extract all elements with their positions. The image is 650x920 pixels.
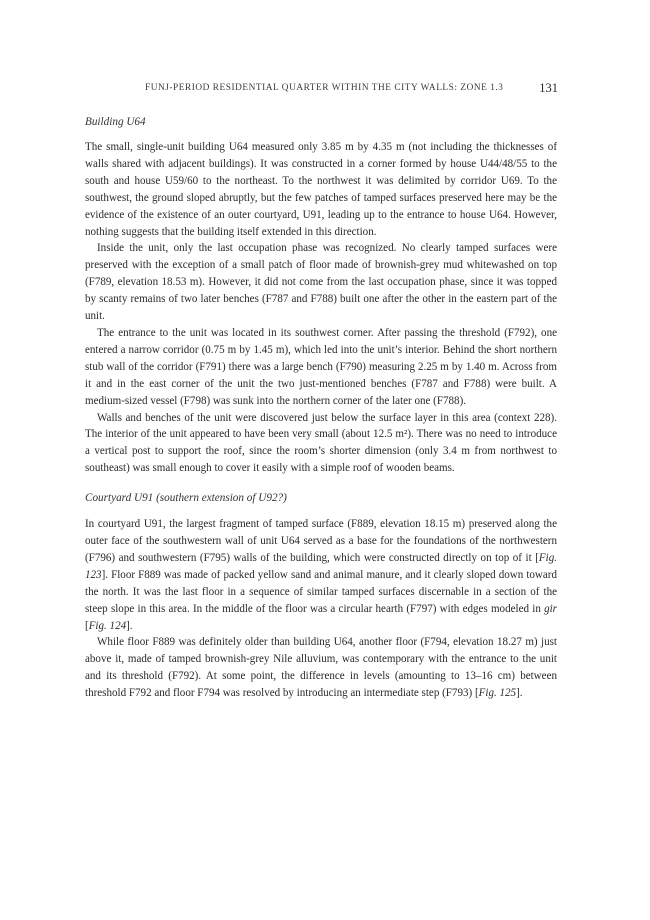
italic-term: gir bbox=[544, 602, 557, 615]
figure-reference[interactable]: Fig. 123 bbox=[85, 551, 557, 581]
paragraph-text: ]. bbox=[516, 687, 523, 700]
paragraph: The small, single-unit building U64 measured only 3.85 m by 4.35 m (not including the thicknesses of walls shared with adjacent buildings). It was constructed in a corner formed by house U44/48/55 to the south and house U59/60 to the northeast. To the northwest it was delimited by corridor U69. To the southwest, the ground sloped abruptly, but the few patches of tamped surfaces preserved here may be the evidence of the existence of an outer courtyard, U91, leading up to the entrance to house U64. However, nothing suggests that the building itself extended in this direction. bbox=[85, 141, 557, 238]
paragraph: The entrance to the unit was located in its southwest corner. After passing the threshold (F792), one entered a narrow corridor (0.75 m by 1.45 m), which led into the unit’s interior. Behind the short northern stub wall of the corridor (F791) there was a large bench (F790) measuring 2.25 m by 1.40 m. Across from it and in the east corner of the unit the two just-mentioned benches (F787 and F788) were built. A medium-sized vessel (F798) was sunk into the northern corner of the later one (F788). bbox=[85, 326, 557, 407]
paragraph-text: [ bbox=[85, 619, 89, 632]
section-heading-building-u64: Building U64 bbox=[85, 116, 146, 128]
figure-reference[interactable]: Fig. 125 bbox=[478, 687, 517, 700]
paragraph: Inside the unit, only the last occupation phase was recognized. No clearly tamped surfaces were preserved with the exception of a small patch of floor made of brownish-grey mud whitewashed on top (F789, elevation 18.53 m). However, it did not come from the last occupation phase, since it was topped by scanty remains of two later benches (F787 and F788) built one after the other in the eastern part of the unit. bbox=[85, 242, 557, 323]
figure-reference[interactable]: Fig. 124 bbox=[88, 619, 127, 632]
running-title: FUNJ-PERIOD RESIDENTIAL QUARTER WITHIN THE CITY WALLS: ZONE 1.3 bbox=[145, 83, 504, 93]
paragraph-text: While floor F889 was definitely older than building U64, another floor (F794, elevation 18.27 m) just above it, made of tamped brownish-grey Nile alluvium, was contemporary with the entrance to the unit and its threshold (F792). At some point, the difference in levels (amounting to 13–16 cm) between threshold F792 and floor F794 was resolved by introducing an intermediate step (F793) [ bbox=[85, 636, 557, 700]
paragraph bbox=[85, 516, 557, 634]
paragraph-text: In courtyard U91, the largest fragment of tamped surface (F889, elevation 18.15 m) preserved along the outer face of the southwestern wall of unit U64 served as a base for the foundations of the northwestern (F796) and southwestern (F795) walls of the building, which were constructed directly on top of it [ bbox=[85, 518, 557, 564]
paragraph: Walls and benches of the unit were discovered just below the surface layer in this area (context 228). The interior of the unit appeared to have been very small (about 12.5 m²). There was no need to introduce a vertical post to support the roof, since the room’s shorter dimension (only 3.4 m from northwest to southeast) was small enough to cover it easily with a simple roof of wooden beams. bbox=[85, 411, 557, 475]
paragraph bbox=[85, 634, 557, 702]
page-number: 131 bbox=[539, 81, 558, 95]
section-heading-courtyard-u91: Courtyard U91 (southern extension of U92?) bbox=[85, 492, 287, 505]
paragraph-text: ]. Floor F889 was made of packed yellow sand and animal manure, and it clearly sloped down toward the north. It was the last floor in a sequence of similar tamped surfaces discernable in a section of the steep slope in this area. In the middle of the floor was a circular hearth (F797) with edges modeled in bbox=[85, 568, 557, 615]
body-text bbox=[85, 114, 557, 702]
running-header bbox=[82, 83, 558, 97]
paragraph-text: ]. bbox=[126, 619, 133, 632]
